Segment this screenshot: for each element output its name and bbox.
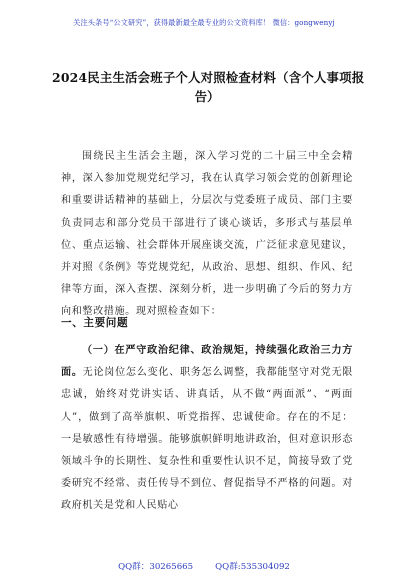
document-title: [52, 68, 365, 106]
item-lead: （一）在严守政治纪律、政治规矩，持续强化政治三力方面。: [61, 345, 353, 379]
item-body: 无论岗位怎么变化、职务怎么调整，我都能坚守对党无限忠诚，始终对党讲实话、讲真话，从不做“两面派”、“两面人”，做到了高举旗帜、听党指挥、忠诚使命。存在的不足：一是敏感性有待增强。能够旗帜鲜明地讲政治，但对意识形态领域斗争的长期性、复杂性和重要性认识不足，简接导致了党委研究不经常、责任传导不到位、督促指导不严格的问题。对政府机关是党和人民贴心: [61, 367, 353, 512]
section-heading: 一、主要问题: [61, 317, 129, 329]
footer-qq-group-2: QQ群:535304092: [215, 562, 290, 572]
intro-paragraph: 围绕民主生活会主题，深入学习党的二十届三中全会精神，深入参加党规党纪学习，我在认真学习领会党的创新理论和重要讲话精神的基础上，分层次与党委班子成员、部门主要负责同志和部分党员干部进行了谈心谈话，多形式与基层单位、重点运输、社会群体开展座谈交流，广泛征求意见建议，并对照《条例》等党规党纪，从政治、思想、组织、作风、纪律等方面，深入查摆、深刻分析，进一步明确了今后的努力方向和整改措施。现对照检查如下：: [61, 151, 353, 318]
footer-qq-group-1: QQ群：30265665: [118, 562, 194, 572]
footer-contact: [0, 560, 408, 572]
title-line-2: 告）: [194, 89, 220, 104]
header-banner: 关注头条号“公文研究”，获得最新最全最专业的公文资料库！ 微信：gongwenyj: [73, 18, 335, 27]
item-paragraph: [61, 340, 353, 518]
title-line-1: 2024民主生活会班子个人对照检查材料（含个人事项报: [52, 70, 365, 85]
